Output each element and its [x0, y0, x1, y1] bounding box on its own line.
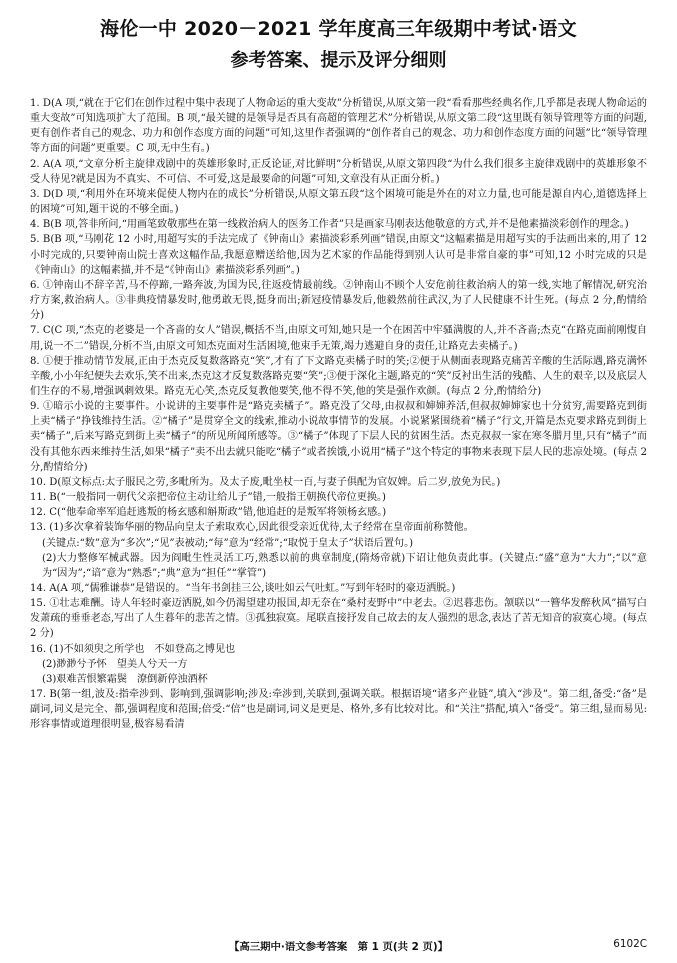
- answer-item: 12. C(“他奉命率军追赶逃叛的杨玄感和斛斯政”错,他追赶的是叛军将领杨玄感。): [30, 507, 387, 519]
- answer-item: 6. ①钟南山不辞辛苦,马不停蹄,一路奔波,为国为民,往返疫情最前线。②钟南山不顾个人安危前往救治病人的第一线,实地了解情况,研究治疗方案,救治病人。③非典疫情暴发时,他勇敢无畏,挺身而出;新冠疫情暴发后,他毅然前往武汉,为了人民健康不计生死。(每点 2 分,酌情给分): [30, 279, 647, 322]
- answer-item: 1. D(A 项,“就在于它们在创作过程中集中表现了人物命运的重大变故”分析错误,从原文第一段“看看那些经典名作,几乎都是表现人物命运的重大变故”可知选项扩大了范围。B 项,“最关键的是领导是否具有高超的管理艺术”分析错误,从原文第二段“这里既有领导管理等方面的问题,更有创作者自己的观念、功力和创作态度方面的问题”可知,这里作者强调的“创作者自己的观念、功力和创作态度方面的问题”比“领导管理等方面的问题”更重要。C 项,无中生有。): [30, 98, 647, 155]
- answer-subline: (关键点:“数”意为“多次”;“见”表被动;“每”意为“经常”;“取悦于皇太子”状语后置句。): [42, 537, 414, 549]
- answer-item: 15. ①壮志难酬。诗人年轻时豪迈洒脱,如今仍渴望建功报国,却无奈在“桑村麦野中”中老去。②迟暮悲伤。颔联以“一簪华发醉秋风”描写白发萧疏的垂垂老态,写出了人生暮年的悲苦之情。③孤独寂寞。尾联直接抒发自己故去的友人强烈的思念,表达了苦无知音的寂寞心境。(每点 2 分): [30, 598, 647, 640]
- answer-item: 16. (1)不如须臾之所学也 不如登高之博见也: [30, 643, 236, 655]
- answer-item: 5. B(B 项,“马刚花 12 小时,用超写实的手法完成了《钟南山》素描淡彩系列画”错误,由原文“这幅素描是用超写实的手法画出来的,用了 12 小时完成的,只要钟南山院士喜欢这幅作品,我愿意赠送给他,因为艺术家的作品能得到别人认可是非常自豪的事”可知,12 小时完成的只是《钟南山》的这幅素描,并不是“《钟南山》素描淡彩系列画”。): [30, 234, 647, 276]
- answer-subline: (2)渺渺兮予怀 望美人兮天一方: [42, 658, 188, 670]
- answer-subline: (3)艰难苦恨繁霜鬓 潦倒新停浊酒杯: [42, 673, 208, 685]
- answer-subline: (2)大力整修军械武器。因为阎毗生性灵活工巧,熟悉以前的典章制度,(隋炀帝就)下诏让他负责此事。(关键点:“盛”意为“大力”;“以”意为“因为”;“谙”意为“熟悉”;“典”意为“担任”“掌管”): [42, 552, 647, 579]
- answer-item: 8. ①便于推动情节发展,正由于杰克反复数落路克“笑”,才有了下文路克卖橘子时的笑;②便于从侧面表现路克痛苦辛酸的生活际遇,路克满怀辛酸,小小年纪便失去欢乐,笑不出来,杰克这才反复数落路克要“笑”;③便于深化主题,路克的“笑”反衬出生活的残酷、人生的艰辛,以及底层人们生存的不易,增强讽刺效果。路克无心笑,杰克反复教他要笑,他不得不笑,他的笑是强作欢颜。(每点 2 分,酌情给分): [30, 355, 647, 397]
- page-subtitle: 参考答案、提示及评分细则: [230, 50, 447, 71]
- page-footer: 【高三期中·语文参考答案 第 1 页(共 2 页)】: [228, 941, 448, 953]
- answer-item: 11. B(“一般指同一朝代父亲把帝位主动让给儿子”错,一般指王朝换代帝位更换。): [30, 492, 386, 504]
- answer-item: 13. (1)多次拿着装饰华丽的物品向皇太子索取欢心,因此很受亲近优待,太子经常在皇帝面前称赞他。: [30, 522, 474, 534]
- answer-item: 4. B(B 项,答非所问,“用画笔致敬那些在第一线救治病人的医务工作者”只是画家马刚表达他敬意的方式,并不是他素描淡彩创作的理念。): [30, 219, 629, 231]
- answer-item: 17. B(第一组,波及:指牵涉到、影响到,强调影响;涉及:牵涉到,关联到,强调关联。根据语境“诸多产业链”,填入“涉及”。第二组,备受:“备”是副词,词义是完全、都,强调程度和范围;倍受:“倍”也是副词,词义是更是、格外,多有比较对比。和“关注”搭配,填入“备受”。第三组,显而易见:形容事情或道理很明显,极容易看清: [30, 689, 647, 731]
- answer-list: [30, 96, 647, 733]
- page-title: 海伦一中 2020－2021 学年度高三年级期中考试·语文: [100, 18, 577, 40]
- answer-item: 9. ①暗示小说的主要事件。小说讲的主要事件是“路克卖橘子”。路克没了父母,由叔叔和婶婶养活,但叔叔婶婶家也十分贫穷,需要路克到街上卖“橘子”挣钱维持生活。②“橘子”是贯穿全文的线索,推动小说故事情节的发展。小说紧紧围绕着“橘子”行文,开篇是杰克要求路克到街上卖“橘子”,后来写路克到街上卖“橘子”的所见所闻所感等。③“橘子”体现了下层人民的贫困生活。杰克叔叔一家在寒冬腊月里,只有“橘子”而没有其他东西来维持生活,如果“橘子”卖不出去就只能吃“橘子”或者挨饿,小说用“橘子”这个特定的事物来表现下层人民的悲凉处境。(每点 2 分,酌情给分): [30, 401, 647, 473]
- answer-item: 2. A(A 项,“文章分析主旋律戏剧中的英雄形象时,正反论证,对比鲜明”分析错误,从原文第四段“为什么我们很多主旋律戏剧中的英雄形象不受人待见?就是因为不真实、不可信、不可爱,这是最要命的问题”可知,文章没有从正面分析。): [30, 158, 647, 185]
- paper-code: 6102C: [613, 938, 647, 950]
- answer-item: 14. A(A 项,“儒雅谦恭”是错误的。“当年书剑挂三公,谈吐如云气吐虹。”写到年轻时的豪迈洒脱。): [30, 583, 456, 594]
- answer-item: 3. D(D 项,“利用外在环境来促使人物内在的成长”分析错误,从原文第五段“这个困境可能是外在的对立力量,也可能是源自内心,道德选择上的困境”可知,题干说的不够全面。): [30, 188, 647, 216]
- answer-item: 10. D(原文标点:太子服民之劳,多毗所为。及太子废,毗坐杖一百,与妻子俱配为官奴婢。后二岁,放免为民。): [30, 476, 501, 488]
- answer-item: 7. C(C 项,“杰克的老婆是一个吝啬的女人”错误,概括不当,由原文可知,她只是一个在困苦中牢骚满腹的人,并不吝啬;杰克“在路克面前刚愎自用,说一不二”错误,分析不当,由原文可知杰克面对生活困境,他束手无策,竭力逃避自身的责任,让路克去卖橘子。): [30, 325, 647, 352]
